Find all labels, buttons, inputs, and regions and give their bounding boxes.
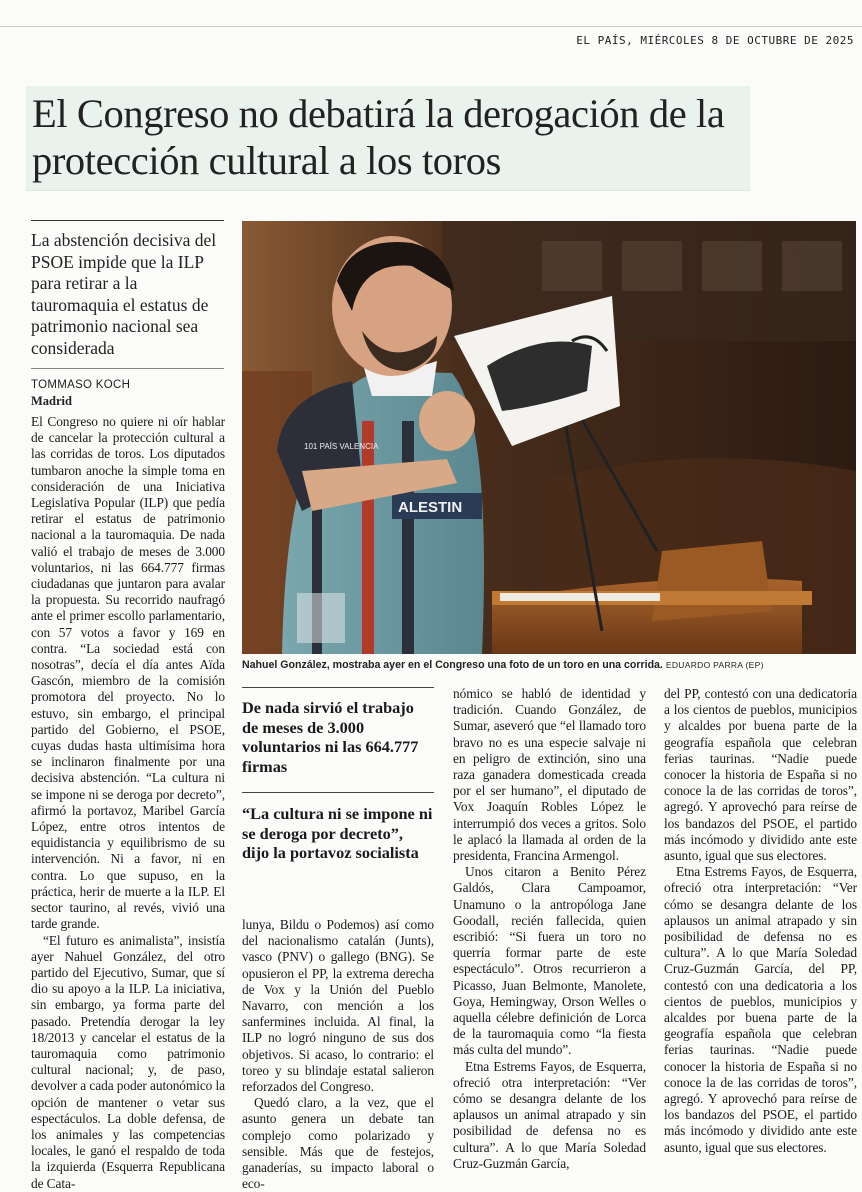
photo-illustration [242,221,856,654]
header-rule [0,26,862,27]
news-photo [242,221,856,654]
body-column-4 [664,686,857,1156]
paragraph: Etna Estrems Fayos, de Esquerra, ofreció otra interpretación: “Ver cómo se desangra delante de los aplausos un animal atrapado y sin posibilidad de defensa no es cultura”. A lo que María Soledad Cruz-Guzmán García, del PP, contestó con una dedicatoria a los cientos de pueblos, municipios y alcaldes por buena parte de la geografía española que celebran ferias taurinas. “Nadie puede conocer la historia de España si no conoce la de las corridas de toros”, agregó. Y aprovechó para reírse de los bandazos del PSOE, el partido más incómodo y dividido ante este asunto, igual que sus electores. [664,864,857,1155]
dateline: EL PAÍS, MIÉRCOLES 8 DE OCTUBRE DE 2025 [576,34,854,47]
pull-quote: De nada sirvió el trabajo de meses de 3.000 voluntarios ni las 664.777 firmas [242,698,419,776]
body-column-1 [31,414,225,1192]
caption-text: Nahuel González, mostraba ayer en el Congreso una foto de un toro en una corrida. [242,659,663,671]
body-column-3 [453,686,646,1172]
paragraph: del PP, contestó con una dedicatoria a los cientos de pueblos, municipios y alcaldes por buena parte de la geografía española que celebran ferias taurinas. “Nadie puede conocer la historia de España si no conoce la de las corridas de toros”, agregó. Y aprovechó para reírse de los bandazos del PSOE, el partido más incómodo y dividido ante este asunto, igual que sus electores. [664,686,857,864]
paragraph: El Congreso no quiere ni oír hablar de cancelar la protección cultural a las corridas de toros. Los diputados tumbaron anoche la simple toma en consideración de una Iniciativa Legislativa Popular (ILP) que pedía retirar el estatus de patrimonio nacional a la tauromaquia. De nada valió el trabajo de meses de 3.000 voluntarios, ni las 664.777 firmas ciudadanas que juntaron para avalar la propuesta. Su recorrido naufragó ante el primer escollo parlamentario, con 57 votos a favor y 169 en contra. “La sociedad está con nosotras”, decía el día antes Aïda Gascón, miembro de la comisión promotora del proyecto. No lo estuvo, sin embargo, el principal partido del Gobierno, el PSOE, cuyas dudas hasta ultimísima hora se inclinaron finalmente por una decisiva abstención. “La cultura ni se impone ni se deroga por decreto”, afirmó la portavoz, Maribel García López, entre otros intentos de equidistancia y equilibrismo de su intervención. Ni a favor, ni en contra. Lo que supuso, en la práctica, herir de muerte a la ILP. El sector taurino, al revés, vivió una tarde grande. [31,414,225,932]
paragraph: Etna Estrems Fayos, de Esquerra, ofreció otra interpretación: “Ver cómo se desangra delante de los aplausos un animal atrapado y sin posibilidad de defensa no es cultura”. A lo que María Soledad Cruz-Guzmán García, [453,1058,646,1171]
paragraph: lunya, Bildu o Podemos) así como del nacionalismo catalán (Junts), vasco (PNV) o gallego (BNG). Se opusieron el PP, la extrema derecha de Vox y la Unión del Pueblo Navarro, con mención a los sanfermines incluida. Al final, la ILP no logró ninguno de sus dos objetivos. Si acaso, lo contrario: el toreo y su blindaje estatal salieron reforzados del Congreso. [242,917,434,1095]
headline: El Congreso no debatirá la derogación de la protección cultural a los toros [32,91,725,183]
photo-credit: EDUARDO PARRA (EP) [665,660,764,670]
paragraph: nómico se habló de identidad y tradición. Cuando González, de Sumar, aseveró que “el llamado toro bravo no es una especie salvaje ni en peligro de extinción, sino una raza ganadera domesticada creada por el ser humano”, el diputado de Vox Joaquín Robles López le interrumpió dos veces a gritos. Solo le aplacó la llamada al orden de la presidenta, Francina Armengol. [453,686,646,864]
pull-quote: “La cultura ni se impone ni se deroga por decreto”, dijo la portavoz socialista [242,804,433,863]
shirt-text: ALESTIN [398,499,463,516]
paragraph: Quedó claro, a la vez, que el asunto genera un debate tan complejo como polarizado y sensible. Más que de festejos, ganaderías, su impacto laboral o eco- [242,1095,434,1192]
pull-quote-rule [242,792,434,793]
byline-rule [31,368,224,369]
subhead: La abstención decisiva del PSOE impide que la ILP para retirar a la tauromaquia el estatus de patrimonio nacional sea considerada [31,230,217,358]
pull-quote-rule [242,687,434,688]
subhead-rule [31,220,224,221]
body-column-2 [242,917,434,1192]
byline: TOMMASO KOCH [31,379,131,391]
dateline-place: Madrid [31,394,72,408]
photo-caption [242,659,856,671]
paragraph: “El futuro es animalista”, insistía ayer Nahuel González, del otro partido del Ejecutivo, Sumar, que sí dio su apoyo a la ILP. La iniciativa, sin embargo, ya forma parte del pasado. Pretendía derogar la ley 18/2013 y cancelar el estatus de la tauromaquia como patrimonio cultural nacional; y, de paso, devolver a cada poder autonómico la opción de mantener o vetar sus espectáculos. La doble defensa, de los animales y las competencias locales, le ganó el respaldo de toda la izquierda (Esquerra Republicana de Cata- [31,932,225,1191]
paragraph: Unos citaron a Benito Pérez Galdós, Clara Campoamor, Unamuno o la antropóloga Jane Goodall, recién fallecida, quien escribió: “Si fuera un toro no querría formar parte de este espectáculo”. Otros recurrieron a Picasso, Juan Belmonte, Manolete, Goya, Hemingway, Orson Welles o aquella célebre definición de Lorca de la tauromaquia como “la fiesta más culta del mundo”. [453,864,646,1058]
shirt-badge: 101 PAÍS VALENCIA [304,442,379,451]
